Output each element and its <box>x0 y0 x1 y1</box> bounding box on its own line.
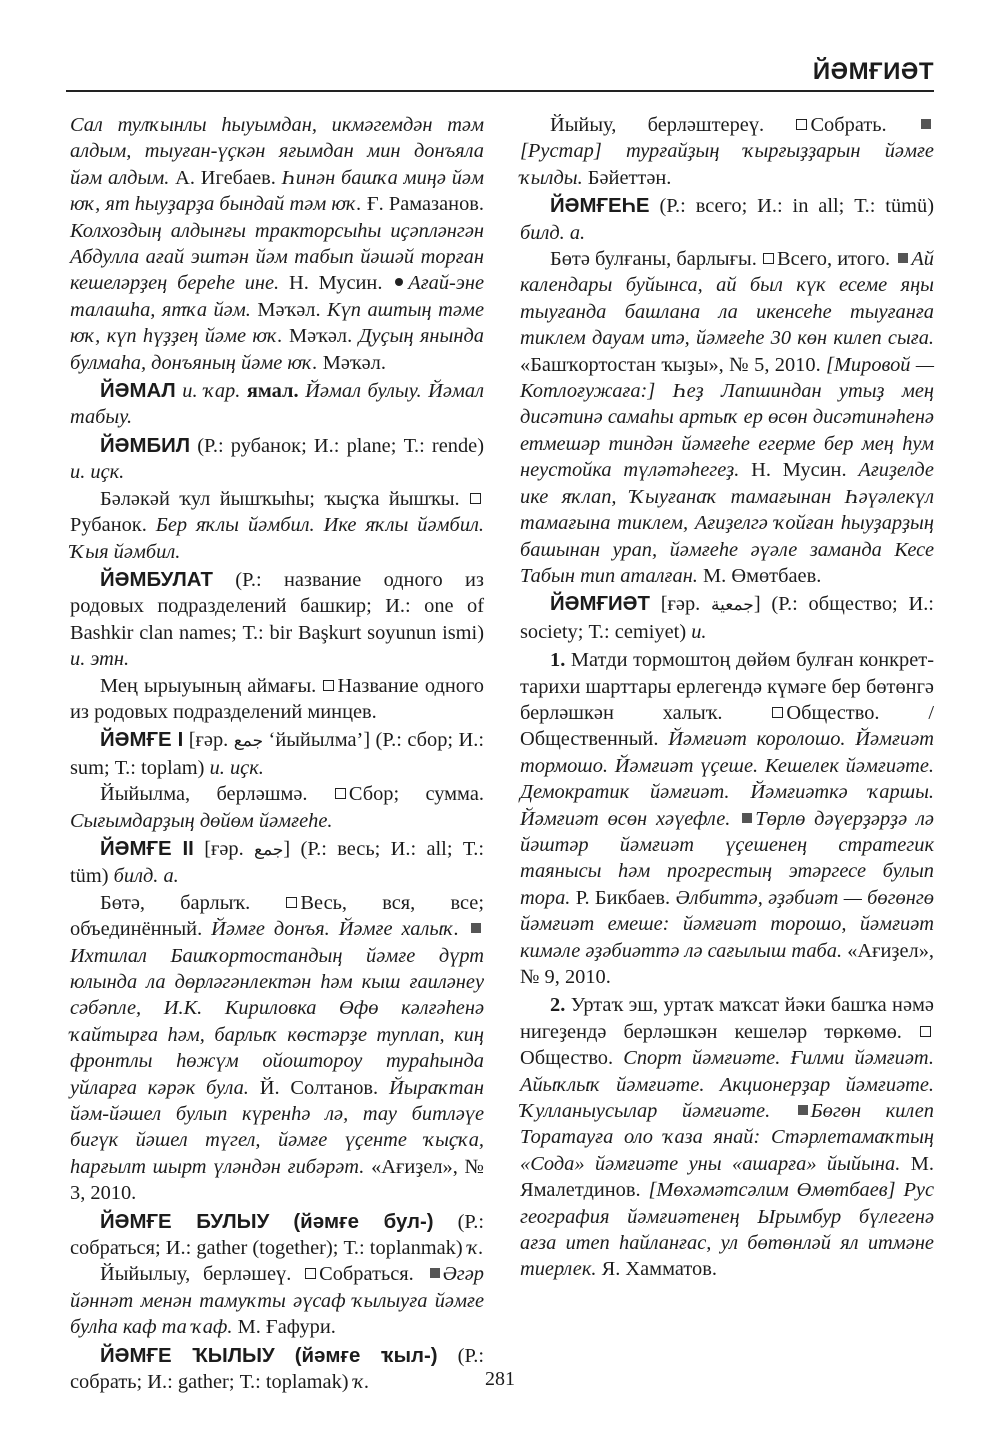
russian-equivalent-icon <box>796 119 807 130</box>
header-rule <box>66 90 934 92</box>
citation-marker-icon <box>898 253 908 263</box>
entry-yambil: ЙӘМБИЛ (Р.: рубанок; И.: plane; Т.: rende) и. иҫк. <box>70 434 484 484</box>
headword: ЙӘМҒИӘТ <box>550 593 650 616</box>
entry-yamgiyat-sense-1: 1. Матди тормоштоң дөйөм булған конкрет-тарихи шарттары ерлегендә күмәге бер бөтөнгә берләшкән халыҡ. Общество. / Общественный. Йәмғиәт королошо. Йәмғиәт тормошо. Йәмғиәт үҫеше. Кешелек йәмғиәте. Демократик йәмғиәт. Йәмғиәткә ҡаршы. Йәмғиәт өсөн хәүефле. Төрлө дәүерҙәрҙә лә йәштәр йәмғиәт үҫешенең стратегик таянысы һәм прогрестың этәргесе булып тора. Р. Бикбаев. Әлбиттә, әҙәбиәт — бөгөнгө йәмғиәт емеше: йәмғиәт торошо, йәмғиәт кимәле әҙәбиәттә лә сағылыш таба. «Ағиҙел», № 9, 2010. <box>520 649 934 988</box>
headword: ЙӘМБУЛАТ <box>100 568 213 591</box>
headword: ЙӘМБИЛ <box>100 434 191 457</box>
headword: ЙӘМҒЕ ҠЫЛЫУ <box>100 1344 275 1367</box>
russian-equivalent-icon <box>772 707 783 718</box>
bullet-icon <box>395 278 403 286</box>
entry-yamal: ЙӘМАЛ и. ҡар. ямал. Йәмал булыу. Йәмал табыу. <box>70 380 484 429</box>
entry-yamge-2-definition: Бөтә, барлыҡ. Весь, вся, все; объединённый. Йәмғе донъя. Йәмғе халыҡ. Ихтилал Башҡортостандың йәмғе дүрт юлында ла дөрләгәнлектән һәм кыш ғаиләнеу сәбәпле, И.К. Кириловка Өфө кәлғәһенә ҡайтырға һәм, барлыҡ көстәрҙе туплап, киң фронтлы һөжүм ойоштороу тураһында уйларға кәрәк була. Й. Солтанов. Йыраҡтан йәм-йәшел булып күренһә лә, тау битләүе бигүк йәшел түгел, йәмғе үҫенте ҡыҫҡа, һарғылт шырт үләндән ғибәрәт. «Ағиҙел», № 3, 2010. <box>70 891 484 1205</box>
entry-yamge-1-definition: Йыйылма, берләшмә. Сбор; сумма. Сығымдарҙың дөйөм йәмғеһе. <box>70 783 484 832</box>
citation-marker-icon <box>471 923 481 933</box>
entry-yamgehe: ЙӘМҒЕҺЕ (Р.: всего; И.: in all; Т.: tümü) билд. а. <box>520 195 935 244</box>
entry-yamgehe-definition: Бөтә булғаны, барлығы. Всего, итого. Ай календары буйынса, ай был күк есеме яңы тыуғанда башлана ла икенсеһе тыуғанға тиклем дауам итә, йәмғеһе 30 көн килеп сыға. «Башҡортостан ҡыҙы», № 5, 2010. [Мировой — Котлоғужаға:] Һеҙ Лапшиндан утыҙ мең дисәтинә самаһы артыҡ ер өсөн дисәтинәһенә етмешәр тиндән йәмғеһе егерме бер мең һум неустойка түләтәһегеҙ. Н. Мусин. Ағиҙелде ике яҡлап, Ҡыуғанаҡ тамағынан Һәүәлекүл тамағына тиклем, Ағиҙелгә ҡойған һыуҙарҙың башынан урап, йәмғеһе әүәле заманда Кесе Табын тип аталған. М. Өмөтбаев. <box>520 248 934 587</box>
page-number: 281 <box>485 1368 515 1390</box>
page-header <box>66 58 934 90</box>
entry-yamgiyat-sense-2: 2. Уртаҡ эш, уртаҡ маҡсат йәки башҡа нәмә нигеҙендә берләшкән кешеләр төркөмө. Общество. Спорт йәмғиәте. Ғилми йәмғиәт. Айыҡлыҡ йәмғиәте. Акционерҙар йәмғиәте. Ҡулланыусылар йәмғиәте. Бөгөн килеп Торатауға оло ҡаза янай: Стәрлетамаҡтың «Сода» йәмғиәте уны «ашарға» йыйына. М. Ямалетдинов. [Мөхәмәтсәлим Өмөтбаев] Рус география йәмғиәтенең Ырымбур бүлегенә ағза итеп һайланғас, ул бөтөнләй ял итмәне тиерлек. Я. Хамматов. <box>520 994 934 1281</box>
russian-equivalent-icon <box>335 788 346 799</box>
entry-yamge-2: ЙӘМҒЕ II [ғәр. جمع] (Р.: весь; И.: all; Т.: tüm) билд. а. <box>70 837 484 888</box>
russian-equivalent-icon <box>305 1268 316 1279</box>
entry-continuation: Сал тулҡынлы һыуымдан, икмәгемдән тәм алдым, тыуған-үҫкән яғымдан мин донъяла йәм алдым. А. Игебаев. Һинән башҡа миңә йәм юҡ, ят һыуҙарҙа бындай тәм юҡ. Ғ. Рамазанов. Колхоздың алдынғы тракторсыһы иҫәпләнгән Абдулла ағай эштән йәм табып йәшәй торған кешеләрҙең береһе ине. Н. Мусин. Ағай-эне талашһа, ятҡа йәм. Мәҡәл. Күп аштың тәме юҡ, күп һүҙҙең йәме юҡ. Мәҡәл. Дуҫың янында булмаһа, донъяның йәме юҡ. Мәҡәл. <box>70 114 484 374</box>
entry-yambulat-definition: Мең ырыуының аймағы. Название одного из родовых подразделений минцев. <box>70 674 484 723</box>
left-column <box>70 112 484 1396</box>
headword: ЙӘМҒЕ II <box>100 837 194 860</box>
russian-equivalent-icon <box>286 897 297 908</box>
headword: ЙӘМАЛ <box>100 380 176 403</box>
headword: ЙӘМҒЕ I <box>100 729 184 752</box>
russian-equivalent-icon <box>920 1026 931 1037</box>
entry-yambulat: ЙӘМБУЛАТ (Р.: название одного из родовых подразделений башкир; И.: one of Bashkir clan names; Т.: bir Başkurt soyunun ismi) и. этн. <box>70 568 484 671</box>
citation-marker-icon <box>798 1105 808 1115</box>
headword: ЙӘМҒЕҺЕ <box>550 195 650 218</box>
right-column <box>520 112 934 1283</box>
entry-yambil-definition: Бәләкәй ҡул йышҡыһы; ҡыҫҡа йышҡы. Рубанок. Бер яҡлы йәмбил. Ике яҡлы йәмбил. Ҡыя йәмбил. <box>70 487 484 563</box>
entry-yamgiyat: ЙӘМҒИӘТ [ғәр. جمعية] (Р.: общество; И.: society; Т.: cemiyet) и. <box>520 593 934 643</box>
running-head: ЙӘМҒИӘТ <box>812 58 934 85</box>
entry-yamge-kiliu-definition: Йыйыу, берләштереү. Собрать. [Рустар] турғайҙың ҡырғыҙҙарын йәмғе ҡылды. Бәйеттән. <box>520 114 934 189</box>
entry-yamge-1: ЙӘМҒЕ I [ғәр. جمع ‘йыйылма’] (Р.: сбор; И.: sum; Т.: toplam) и. иҫк. <box>70 729 484 779</box>
entry-yamge-kiliu: ЙӘМҒЕ ҠЫЛЫУ (йәмғе ҡыл-) (Р.: собрать; И.: gather; Т.: toplamak) ҡ. <box>70 1344 484 1394</box>
russian-equivalent-icon <box>323 680 334 691</box>
headword: ЙӘМҒЕ БУЛЫУ <box>100 1210 270 1233</box>
citation-marker-icon <box>742 813 752 823</box>
russian-equivalent-icon <box>470 493 481 504</box>
entry-yamge-buliu: ЙӘМҒЕ БУЛЫУ (йәмғе бул-) (Р.: собраться; И.: gather (together); Т.: toplanmak) ҡ. <box>70 1210 484 1260</box>
entry-yamge-buliu-definition: Йыйылыу, берләшеү. Собраться. Әгәр йәннәт менән тамуҡты әүсаф ҡылыуға йәмғе булһа каф та ҡаф. М. Ғафури. <box>70 1263 484 1339</box>
citation-marker-icon <box>430 1268 440 1278</box>
citation-marker-icon <box>921 119 931 129</box>
russian-equivalent-icon <box>763 253 774 264</box>
